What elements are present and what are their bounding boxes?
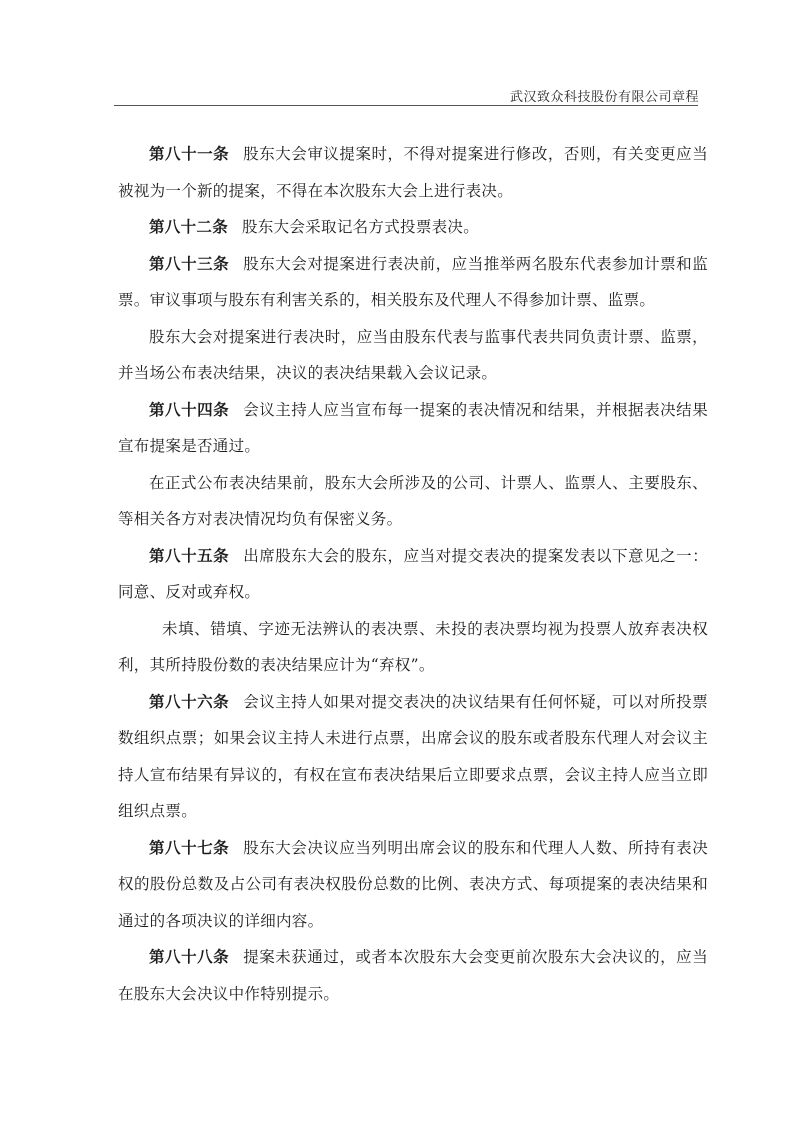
article-84-paragraph-2: [118, 465, 708, 538]
paragraph-text: 在正式公布表决结果前，股东大会所涉及的公司、计票人、监票人、主要股东、等相关各方对表决情况均负有保密义务。: [118, 473, 708, 528]
document-title: 武汉致众科技股份有限公司章程: [509, 90, 699, 105]
article-85: [118, 538, 708, 611]
header-divider: [114, 105, 698, 106]
article-text: 股东大会决议应当列明出席会议的股东和代理人人数、所持有表决权的股份总数及占公司有表决权股份总数的比例、表决方式、每项提案的表决结果和通过的各项决议的详细内容。: [118, 838, 708, 930]
article-87: [118, 830, 708, 940]
article-number: 第八十二条: [149, 217, 229, 236]
article-number: 第八十七条: [149, 837, 230, 857]
article-text: 提案未获通过，或者本次股东大会变更前次股东大会决议的，应当在股东大会决议中作特别提示。: [118, 948, 708, 1003]
article-84: [118, 392, 708, 465]
article-number: 第八十一条: [149, 144, 230, 163]
article-83-paragraph-2: [118, 319, 708, 392]
article-number: 第八十三条: [149, 253, 230, 273]
article-text: 股东大会对提案进行表决前，应当推举两名股东代表参加计票和监票。审议事项与股东有利害关系的，相关股东及代理人不得参加计票、监票。: [118, 254, 708, 309]
paragraph-text: 未填、错填、字迹无法辨认的表决票、未投的表决票均视为投票人放弃表决权利，其所持股份数的表决结果应计为“弃权”。: [118, 619, 708, 674]
article-text: 会议主持人如果对提交表决的决议结果有任何怀疑，可以对所投票数组织点票；如果会议主持人未进行点票，出席会议的股东或者股东代理人对会议主持人宣布结果有异议的，有权在宣布表决结果后立即要求点票，会议主持人应当立即组织点票。: [118, 692, 708, 820]
article-82: [118, 209, 708, 246]
paragraph-text: 股东大会对提案进行表决时，应当由股东代表与监事代表共同负责计票、监票，并当场公布表决结果，决议的表决结果载入会议记录。: [118, 327, 708, 382]
article-text: 股东大会审议提案时，不得对提案进行修改，否则，有关变更应当被视为一个新的提案，不得在本次股东大会上进行表决。: [118, 145, 708, 200]
article-text: 出席股东大会的股东，应当对提交表决的提案发表以下意见之一：同意、反对或弃权。: [118, 546, 708, 601]
article-text: 股东大会采取记名方式投票表决。: [242, 218, 480, 236]
article-number: 第八十六条: [149, 691, 230, 711]
article-81: [118, 136, 708, 209]
page-header: [0, 0, 794, 110]
article-85-paragraph-2: [118, 611, 708, 684]
article-number: 第八十四条: [149, 399, 230, 419]
document-body: [118, 136, 708, 1012]
article-86: [118, 684, 708, 830]
article-text: 会议主持人应当宣布每一提案的表决情况和结果，并根据表决结果宣布提案是否通过。: [118, 400, 708, 455]
article-83: [118, 246, 708, 319]
article-number: 第八十八条: [149, 947, 230, 966]
article-88: [118, 939, 708, 1012]
article-number: 第八十五条: [149, 545, 230, 565]
